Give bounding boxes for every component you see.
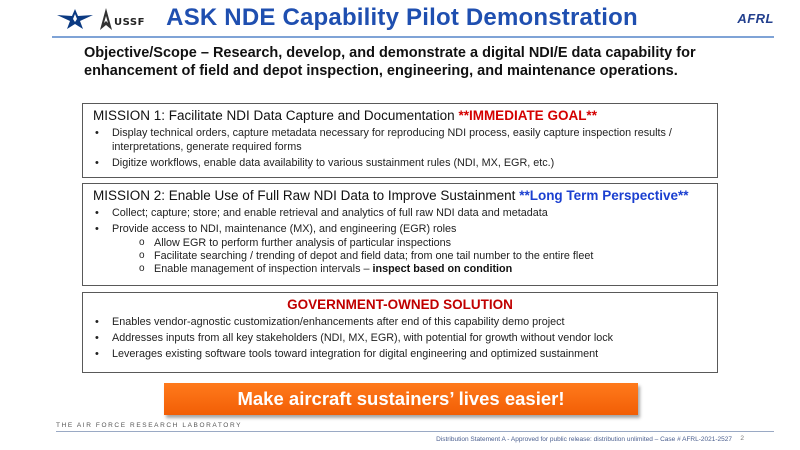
- government-list: [93, 315, 707, 361]
- mission-2-heading: [93, 187, 707, 204]
- sub-list-item: [112, 263, 707, 276]
- afrl-logo: AFRL: [737, 11, 774, 26]
- space-force-logo: [100, 6, 145, 32]
- immediate-goal-tag: **IMMEDIATE GOAL**: [458, 108, 597, 123]
- tagline-banner: Make aircraft sustainers’ lives easier!: [164, 383, 638, 415]
- mission-1-heading: [93, 107, 707, 124]
- mission-1-list: [93, 126, 707, 170]
- list-item-text: Provide access to NDI, maintenance (MX), and engineering (EGR) roles: [112, 223, 457, 235]
- long-term-tag: **Long Term Perspective**: [519, 188, 689, 203]
- mission-2-title: MISSION 2: Enable Use of Full Raw NDI Data to Improve Sustainment: [93, 188, 516, 203]
- mission-1-title: MISSION 1: Facilitate NDI Data Capture and Documentation: [93, 108, 455, 123]
- list-item: • Leverages existing software tools toward integration for digital engineering and optimized sustainment: [93, 347, 707, 361]
- list-item: [93, 222, 707, 276]
- list-item: • Display technical orders, capture metadata necessary for reproducing NDI process, easily capture inspection results / interpretations, generate required forms: [93, 126, 707, 154]
- government-heading: GOVERNMENT-OWNED SOLUTION: [287, 297, 513, 312]
- list-item: • Collect; capture; store; and enable retrieval and analytics of full raw NDI data and metadata: [93, 206, 707, 220]
- list-item: • Enables vendor-agnostic customization/enhancements after end of this capability demo project: [93, 315, 707, 329]
- header-divider: [52, 36, 774, 38]
- mission-1-box: [82, 103, 718, 178]
- sub-list-item: o Allow EGR to perform further analysis of particular inspections: [112, 237, 707, 250]
- list-item: • Digitize workflows, enable data availability to various sustainment rules (NDI, MX, EGR, etc.): [93, 156, 707, 170]
- sub-item-emphasis: inspect based on condition: [372, 263, 513, 275]
- footer-divider: [56, 431, 774, 432]
- objective-scope: Objective/Scope – Research, develop, and demonstrate a digital NDI/E data capability for enhancement of field and depot inspection, engineering, and maintenance operations.: [84, 45, 696, 79]
- mission-2-list: [93, 206, 707, 276]
- distribution-statement: Distribution Statement A - Approved for public release: distribution unlimited – Case # AFRL-2021-2527: [436, 436, 732, 443]
- government-box: [82, 292, 718, 373]
- list-item: • Addresses inputs from all key stakeholders (NDI, MX, EGR), with potential for growth without vendor lock: [93, 331, 707, 345]
- delta-icon: [100, 8, 112, 30]
- footer-organization: THE AIR FORCE RESEARCH LABORATORY: [56, 422, 243, 429]
- ussf-label: USSF: [114, 16, 145, 28]
- page-number: 2: [740, 435, 744, 442]
- air-force-logo: [56, 7, 94, 31]
- sub-item-text: Enable management of inspection intervals –: [154, 263, 373, 275]
- sub-list: [112, 237, 707, 276]
- sub-list-item: o Facilitate searching / trending of depot and field data; from one tail number to the entire fleet: [112, 250, 707, 263]
- page-title: ASK NDE Capability Pilot Demonstration: [166, 4, 638, 31]
- mission-2-box: [82, 183, 718, 286]
